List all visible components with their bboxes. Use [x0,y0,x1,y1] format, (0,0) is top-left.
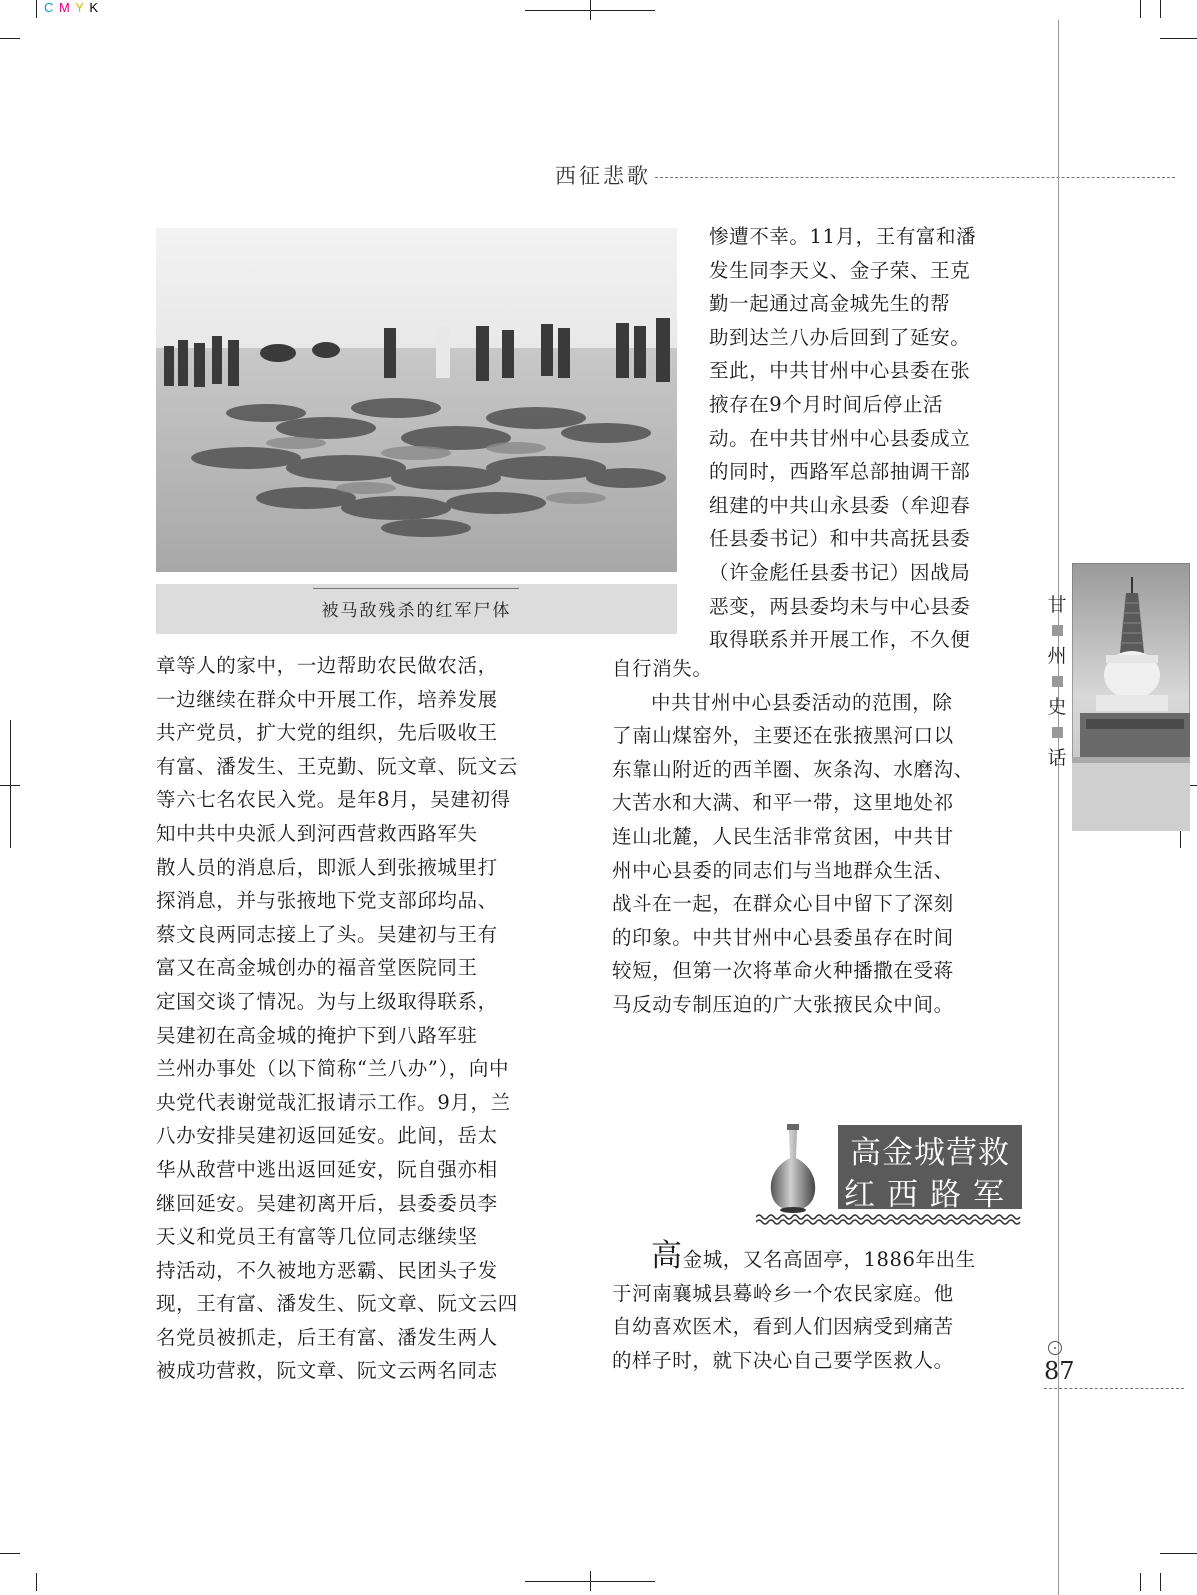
page-number: 87 [1044,1357,1075,1385]
text-line: 一边继续在群众中开展工作，培养发展 [156,687,498,711]
crop-mark [10,720,11,848]
text-line: 等六七名农民入党。是年8月，吴建初得 [156,788,511,812]
text-line: 掖存在9个月时间后停止活 [709,392,944,416]
text-line: 八办安排吴建初返回延安。此间，岳太 [156,1124,498,1148]
cmyk-c: C [44,0,55,15]
text-line: 战斗在一起，在群众心目中留下了深刻 [612,892,954,916]
text-line: 较短，但第一次将革命火种播撒在受蒋 [612,959,954,983]
text-line: 任县委书记）和中共高抚县委 [709,527,971,551]
text-line-rest: 金城，又名高固亭，1886年出生 [682,1248,976,1271]
footer-dashed-rule [1044,1388,1184,1389]
text-line: 章等人的家中，一边帮助农民做农活， [156,654,498,677]
text-line: 取得联系并开展工作，不久便 [709,628,971,652]
text-line [612,1238,1022,1277]
text-line: 恶变，两县委均未与中心县委 [709,594,971,618]
side-tab-labels [1044,593,1070,770]
side-tab-char: 史 [1047,696,1067,718]
crop-mark [0,1553,20,1554]
text-column-right-top [709,220,1021,657]
crop-mark [36,1573,37,1591]
square-bullet-icon [1052,676,1063,687]
text-line: 惨遭不幸。11月，王有富和潘 [709,225,977,248]
running-header: 西征悲歌 [555,164,651,188]
wavy-divider [756,1212,1022,1226]
historical-photo [156,228,677,572]
square-bullet-icon [1052,625,1063,636]
drop-cap: 高 [651,1238,683,1274]
crop-mark [1140,1573,1141,1591]
photo-caption: 被马敌残杀的红军尸体 [321,601,512,621]
text-line: 的印象。中共甘州中心县委虽存在时间 [612,925,954,949]
text-line: 东靠山附近的西羊圈、灰条沟、水磨沟、 [612,757,974,781]
cmyk-k: K [89,0,99,15]
section-heading [838,1125,1022,1212]
text-line: 吴建初在高金城的掩护下到八路军驻 [156,1023,478,1047]
text-line: 组建的中共山永县委（牟迎春 [709,493,971,517]
text-line: 的同时，西路军总部抽调干部 [709,460,971,484]
text-line: 连山北麓，人民生活非常贫困，中共甘 [612,824,954,848]
text-line: 有富、潘发生、王克勤、阮文章、阮文云 [156,754,518,778]
text-line: 助到达兰八办后回到了延安。 [709,325,971,349]
cmyk-color-bar [44,0,99,15]
crop-mark [1160,1573,1161,1591]
text-line: 动。在中共甘州中心县委成立 [709,426,971,450]
text-line: 华从敌营中逃出返回延安，阮自强亦相 [156,1157,498,1181]
text-column-right-bottom [612,1238,1022,1377]
text-line: 知中共中央派人到河西营救西路军失 [156,821,478,845]
text-column-left [156,649,566,1388]
pagoda-photo [1072,563,1190,831]
square-bullet-icon [1052,727,1063,738]
cmyk-y: Y [75,0,85,15]
text-line: 现，王有富、潘发生、阮文章、阮文云四 [156,1292,518,1316]
text-line: 至此，中共甘州中心县委在张 [709,359,971,383]
text-line: 勤一起通过高金城先生的帮 [709,292,951,316]
vase-icon [762,1122,824,1214]
text-line: 被成功营救，阮文章、阮文云两名同志 [156,1359,498,1383]
caption-rule [313,588,519,589]
text-line: 富又在高金城创办的福音堂医院同王 [156,956,478,980]
text-line: 天义和党员王有富等几位同志继续坚 [156,1225,478,1249]
side-tab-char: 话 [1047,747,1067,769]
crop-mark [36,0,37,18]
text-line: 中共甘州中心县委活动的范围，除 [651,690,953,714]
text-line: 大苦水和大满、和平一带，这里地处祁 [612,791,954,815]
text-line: 继回延安。吴建初离开后，县委委员李 [156,1191,498,1215]
section-title-line1: 高金城营救 [850,1135,1010,1170]
text-line: 兰州办事处（以下简称“兰八办”），向中 [156,1057,510,1081]
text-line: 散人员的消息后，即派人到张掖城里打 [156,855,498,879]
text-line: 定国交谈了情况。为与上级取得联系， [156,989,498,1013]
text-line: 自幼喜欢医术，看到人们因病受到痛苦 [612,1315,954,1339]
text-line: 马反动专制压迫的广大张掖民众中间。 [612,992,954,1016]
crop-mark [590,1571,591,1591]
text-line: 于河南襄城县蓦岭乡一个农民家庭。他 [612,1281,954,1305]
header-dashed-rule [655,177,1175,178]
text-line: 持活动，不久被地方恶霸、民团头子发 [156,1258,498,1282]
crop-mark [1160,0,1161,18]
text-line: 了南山煤窑外，主要还在张掖黑河口以 [612,724,954,748]
page-ornament-icon [1048,1341,1062,1355]
text-line: 蔡文良两同志接上了头。吴建初与王有 [156,922,498,946]
text-line: 共产党员，扩大党的组织，先后吸收王 [156,721,498,745]
crop-mark [590,0,591,20]
text-line: （许金彪任县委书记）因战局 [709,560,971,584]
cmyk-m: M [59,0,71,15]
text-column-right-middle [612,652,1022,1022]
text-line: 名党员被抓走，后王有富、潘发生两人 [156,1325,498,1349]
text-line: 探消息，并与张掖地下党支部邱均品、 [156,889,498,913]
text-line: 央党代表谢觉哉汇报请示工作。9月，兰 [156,1090,511,1114]
text-line: 自行消失。 [612,657,713,680]
text-line: 的样子时，就下决心自己要学医救人。 [612,1348,954,1372]
crop-mark [1140,0,1141,18]
section-title-line2: 红西路军 [844,1177,1016,1212]
text-line: 发生同李天义、金子荣、王克 [709,258,971,282]
text-line: 州中心县委的同志们与当地群众生活、 [612,858,954,882]
crop-mark [1160,1553,1197,1554]
side-tab-char: 州 [1047,645,1067,667]
side-tab-char: 甘 [1047,594,1067,616]
crop-mark [1160,38,1197,39]
crop-mark [0,38,20,39]
